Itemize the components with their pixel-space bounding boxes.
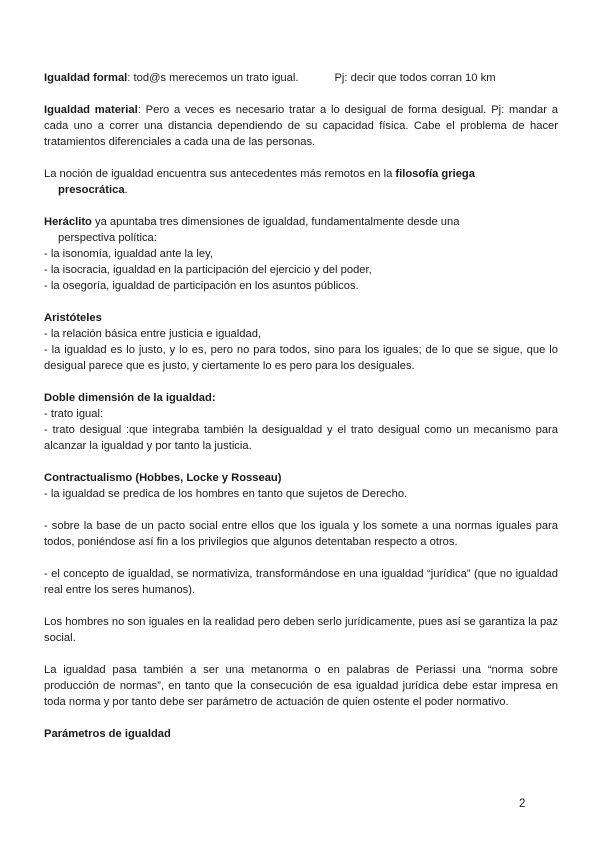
paragraph-antecedentes xyxy=(44,166,558,198)
text-antecedentes: La noción de igualdad encuentra sus antecedentes más remotos en la xyxy=(44,168,396,180)
contract-paragraph-2: - sobre la base de un pacto social entre ellos que los iguala y los somete a una normas iguales para todos, poniéndose así fin a los privilegios que algunos detentaban respecto a otros. xyxy=(44,520,558,548)
text-igualdad-formal: : tod@s merecemos un trato igual. xyxy=(127,72,299,84)
list-item: - trato igual: xyxy=(44,408,104,420)
list-item: - la igualdad es lo justo, y lo es, pero no para todos, sino para los iguales; de lo que se sigue, que lo desigual parece que es justo, y ciertamente lo es pero para los desiguales. xyxy=(44,344,558,372)
paragraph-hombres: Los hombres no son iguales en la realidad pero deben serlo jurídicamente, pues así se garantiza la paz social. xyxy=(44,616,558,644)
list-item: - la osegoría, igualdad de participación en los asuntos públicos. xyxy=(44,280,359,292)
heading-parametros: Parámetros de igualdad xyxy=(44,728,171,740)
paragraph-igualdad-formal xyxy=(44,70,558,86)
text-igualdad-material: : Pero a veces es necesario tratar a lo desigual de forma desigual. Pj: mandar a cada uno a correr una distancia dependiendo de su capacidad física. Cabe el problema de hacer tratamientos diferenciales a cada una de las personas. xyxy=(44,104,559,148)
heading-contractualismo: Contractualismo (Hobbes, Locke y Rosseau) xyxy=(44,472,282,484)
paragraph-metanorma: La igualdad pasa también a ser una metanorma o en palabras de Periassi una “norma sobre producción de normas”, en tanto que la consecución de esa igualdad jurídica debe estar impresa en toda norma y por tanto debe ser parámetro de actuación de quien ostente el poder normativo. xyxy=(44,664,558,708)
bold-filosofia-griega: filosofía griega xyxy=(395,168,475,180)
section-aristoteles xyxy=(44,310,558,374)
section-heraclito xyxy=(44,214,558,294)
section-doble-dimension xyxy=(44,390,558,454)
list-item: - la relación básica entre justicia e igualdad, xyxy=(44,328,262,340)
bold-presocratica: presocrática xyxy=(58,184,125,196)
paragraph-igualdad-material xyxy=(44,102,558,150)
term-igualdad-material: Igualdad material xyxy=(44,104,138,116)
list-item: - la isocracia, igualdad en la participación del ejercicio y del poder, xyxy=(44,264,372,276)
page-number: 2 xyxy=(519,798,526,810)
text-period: . xyxy=(124,184,128,196)
contract-paragraph-3: - el concepto de igualdad, se normativiza, transformándose en una igualdad “jurídica” (que no igualdad real entre los seres humanos). xyxy=(44,568,558,596)
example-igualdad-formal: Pj: decir que todos corran 10 km xyxy=(334,72,496,84)
document-page xyxy=(44,70,558,742)
contract-paragraph-1: - la igualdad se predica de los hombres en tanto que sujetos de Derecho. xyxy=(44,488,408,500)
section-contractualismo xyxy=(44,470,558,598)
heading-doble-dimension: Doble dimensión de la igualdad: xyxy=(44,392,216,404)
heraclito-intro xyxy=(44,214,558,230)
heraclito-text: ya apuntaba tres dimensiones de igualdad, fundamentalmente desde una xyxy=(91,216,460,228)
list-item: - trato desigual :que integraba también la desigualdad y el trato desigual como un mecanismo para alcanzar la igualdad y por tanto la justicia. xyxy=(44,424,558,452)
term-heraclito: Heráclito xyxy=(44,216,92,228)
heading-aristoteles: Aristóteles xyxy=(44,312,102,324)
list-item: - la isonomía, igualdad ante la ley, xyxy=(44,248,213,260)
heraclito-continuation: perspectiva política: xyxy=(58,232,157,244)
term-igualdad-formal: Igualdad formal xyxy=(44,72,128,84)
